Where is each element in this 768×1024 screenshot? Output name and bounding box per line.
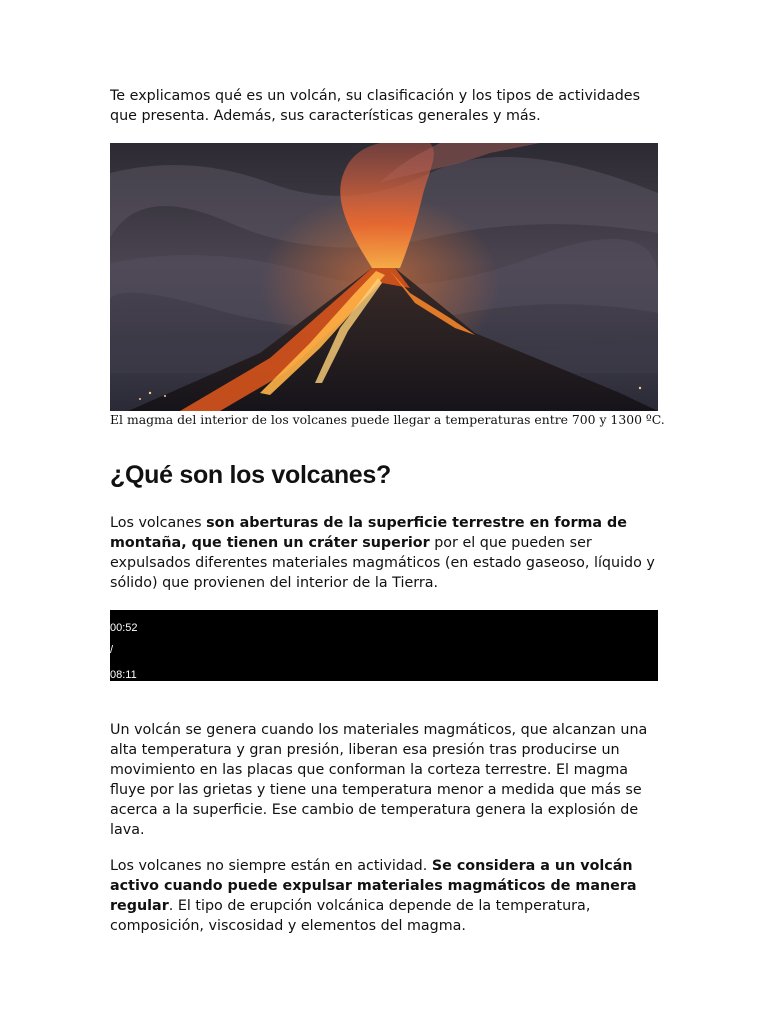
video-duration: 08:11 (110, 669, 137, 681)
bold-text: Se considera a un volcán activo cuando puede expulsar materiales magmáticos de manera regular (110, 858, 637, 914)
text-run: por el que pueden ser expulsados diferentes materiales magmáticos (en estado gaseoso, líquido y sólido) que provienen del interior de la Tierra. (110, 535, 655, 591)
text-run: Los volcanes (110, 515, 207, 531)
video-current-time: 00:52 (110, 622, 138, 634)
volcano-photo (110, 143, 658, 411)
intro-text: Te explicamos qué es un volcán, su clasificación y los tipos de actividades que presenta. Además, sus características generales y más. (110, 88, 641, 124)
text-run: Los volcanes no siempre están en actividad. (110, 858, 432, 874)
paragraph-definition (110, 513, 662, 593)
paragraph-activity (110, 856, 662, 936)
section-heading: ¿Qué son los volcanes? (110, 461, 391, 489)
video-player[interactable] (110, 610, 658, 681)
image-caption: El magma del interior de los volcanes puede llegar a temperaturas entre 700 y 1300 ºC. (110, 412, 665, 427)
text-run: . El tipo de erupción volcánica depende de la temperatura, composición, viscosidad y elementos del magma. (110, 898, 591, 934)
bold-text: son aberturas de la superficie terrestre en forma de montaña, que tienen un cráter superior (110, 515, 627, 551)
paragraph-formation: Un volcán se genera cuando los materiales magmáticos, que alcanzan una alta temperatura y gran presión, liberan esa presión tras producirse un movimiento en las placas que conforman la corteza terrestre. El magma fluye por las grietas y tiene una temperatura menor a medida que más se acerca a la superficie. Ese cambio de temperatura genera la explosión de lava. (110, 722, 648, 838)
video-time-separator: / (110, 644, 114, 656)
